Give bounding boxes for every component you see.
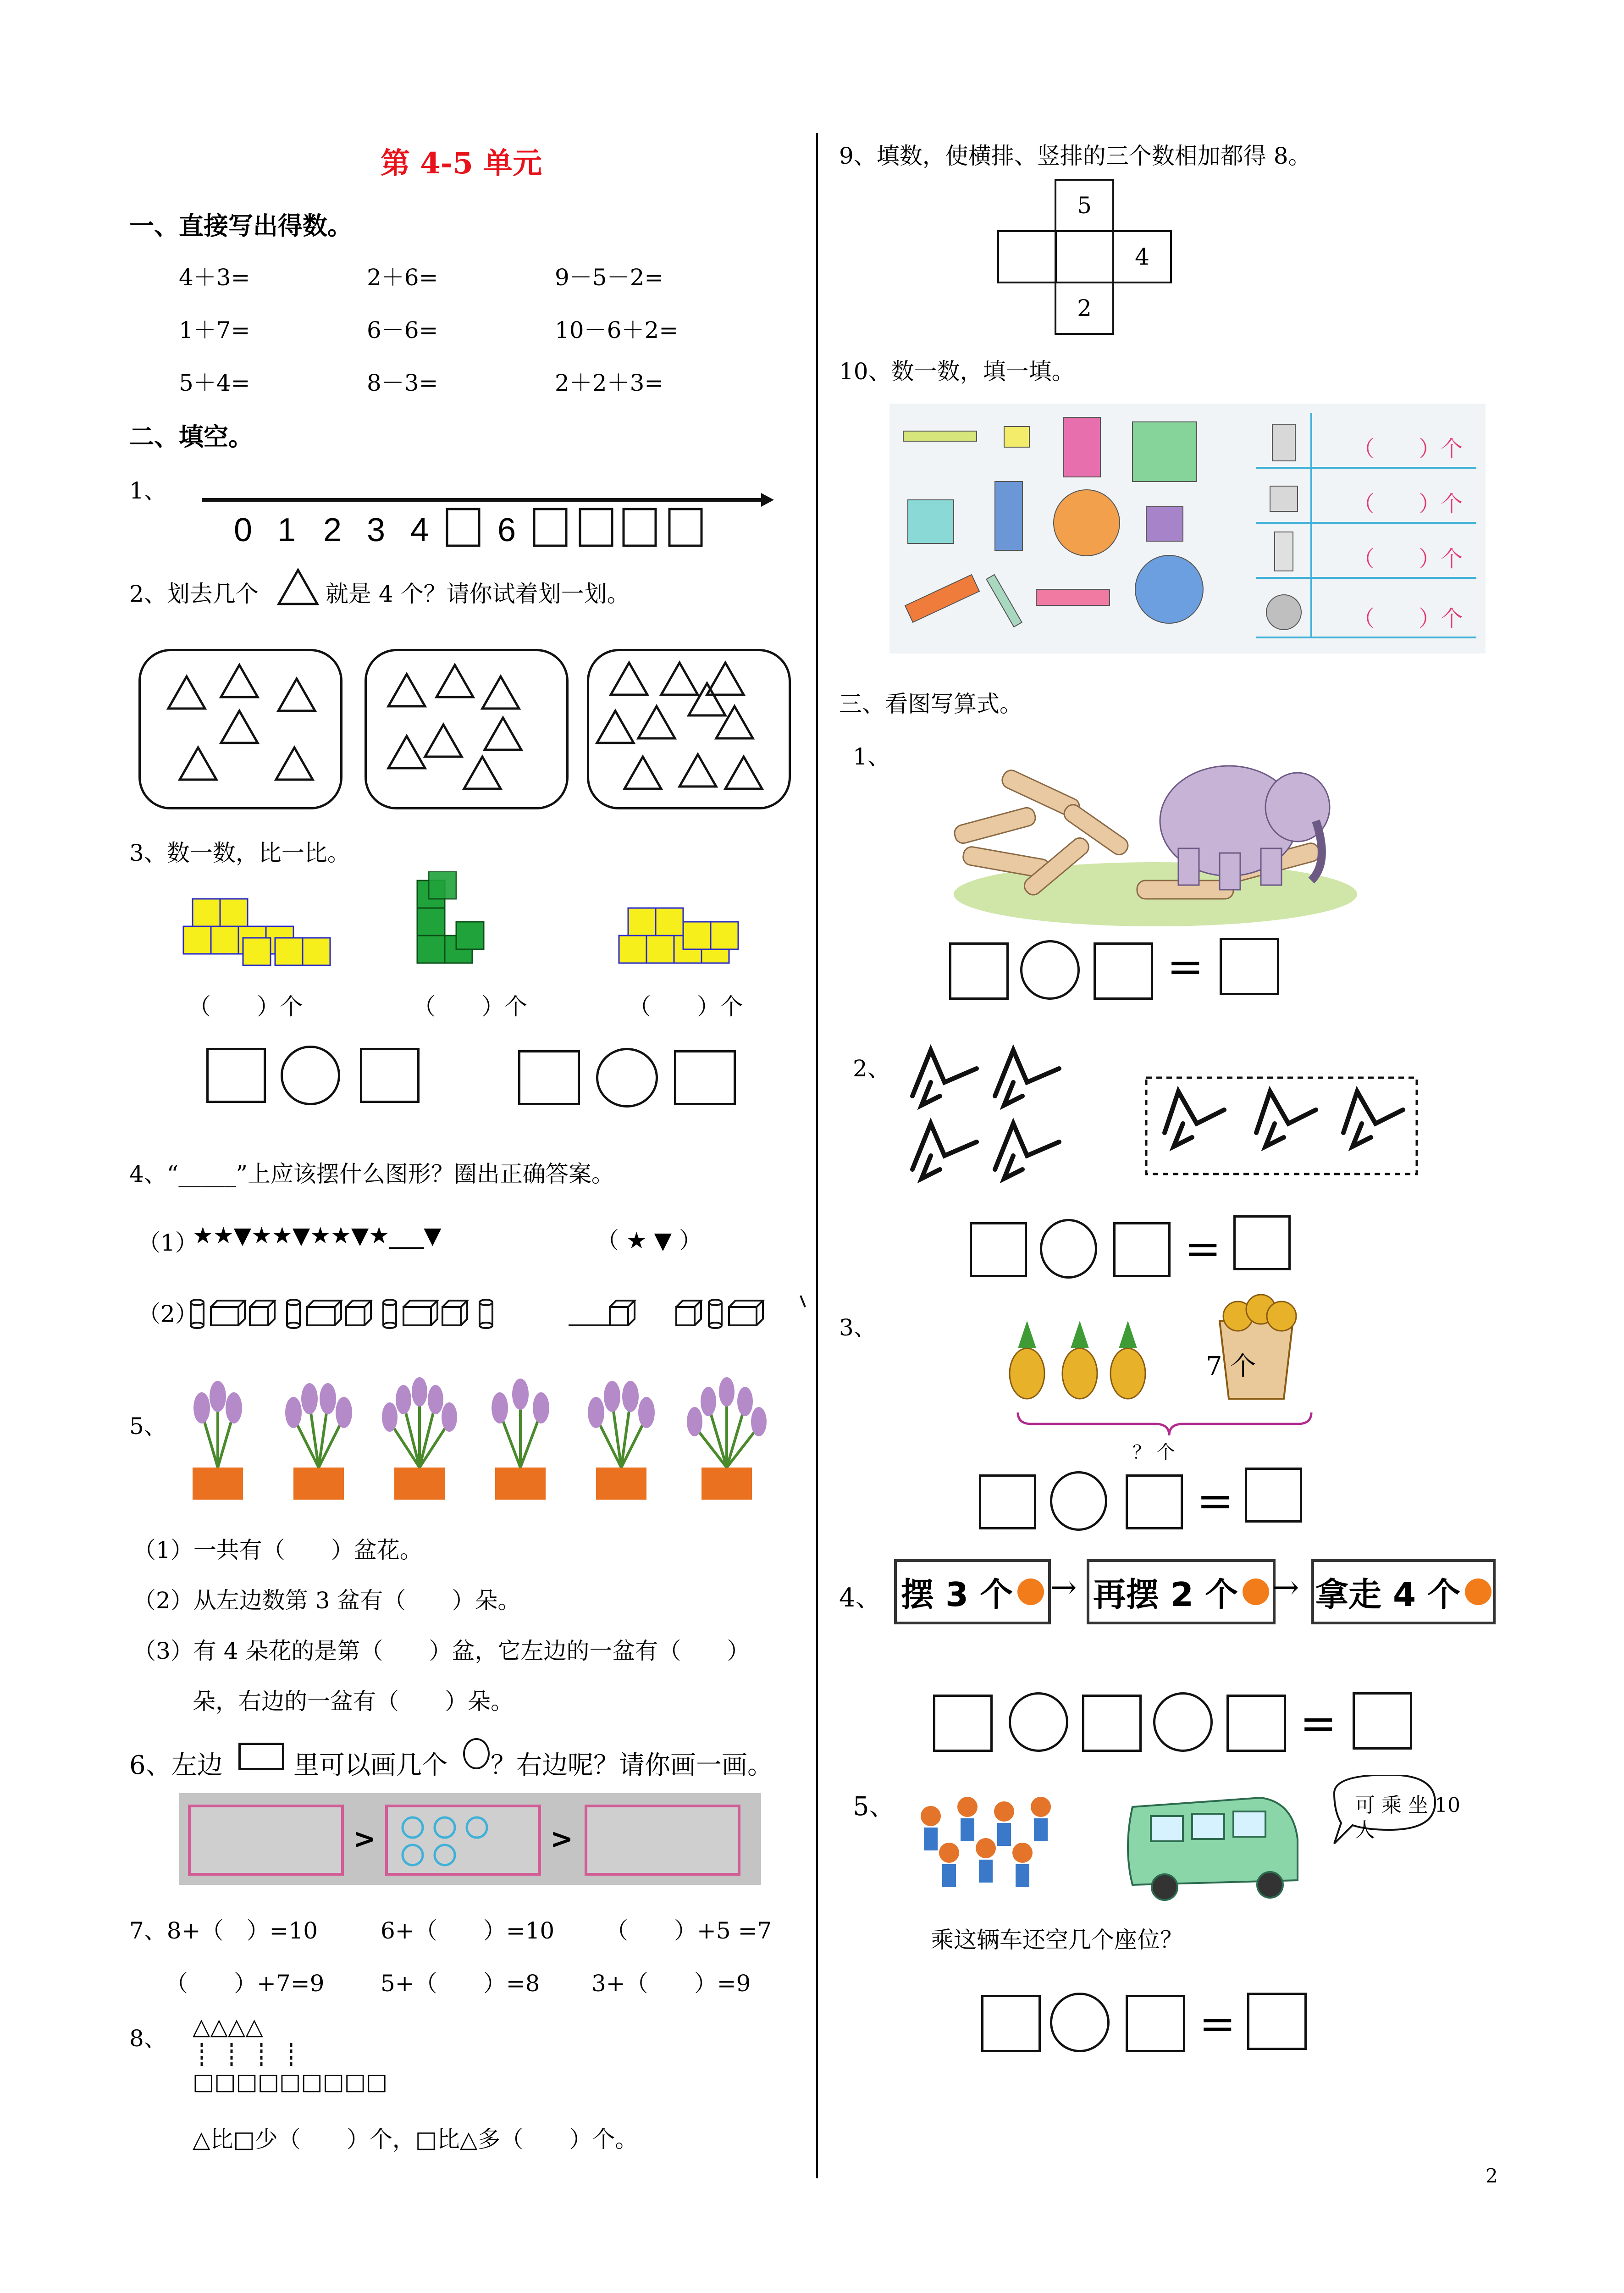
q7-item: （ ）+5 =7 — [605, 1917, 772, 1944]
basket-label: 7 个 — [1206, 1351, 1256, 1381]
answer-box[interactable] — [981, 1995, 1041, 2052]
answer-box[interactable] — [1226, 1695, 1286, 1752]
q4-text: 4、“_____”上应该摆什么图形？圈出正确答案。 — [129, 1161, 614, 1187]
greater-than: > — [353, 1823, 376, 1855]
calc-item: 8－3= — [367, 370, 438, 396]
operator-circle[interactable] — [1153, 1692, 1213, 1752]
column-divider — [816, 133, 818, 2178]
tick-label: 4 — [410, 512, 429, 548]
arrow-right-icon: → — [1272, 1568, 1299, 1606]
answer-box[interactable] — [1245, 1468, 1302, 1523]
q4-1-label: （1） — [138, 1230, 198, 1256]
q5-line: 朵，右边的一盆有（ ）朵。 — [193, 1688, 514, 1715]
q4-1-options[interactable]: （ ★ ▼ ） — [596, 1227, 702, 1254]
flow-step-label: 摆 3 个 — [900, 1575, 1013, 1614]
orange-dot-icon — [1243, 1579, 1269, 1605]
answer-box[interactable] — [518, 1050, 580, 1105]
triangle-icon — [275, 566, 321, 608]
flow-step-3 — [1311, 1559, 1496, 1624]
tick-label: 0 — [233, 512, 253, 548]
answer-box[interactable] — [1082, 1695, 1142, 1752]
total-question: ？ 个 — [1132, 1442, 1175, 1463]
q7-item: （ ）+7=9 — [165, 1970, 325, 1997]
answer-box[interactable] — [979, 1474, 1036, 1529]
q3-blank[interactable]: （ ）个 — [413, 993, 527, 1020]
q1-label: 1、 — [129, 477, 167, 504]
q6-text-a: 6、左边 — [129, 1750, 223, 1780]
orange-dot-icon — [1017, 1579, 1044, 1605]
calc-item: 2＋6= — [367, 264, 438, 291]
q6-text-b: 里可以画几个 — [293, 1750, 447, 1780]
q9-text: 9、填数，使横排、竖排的三个数相加都得 8。 — [839, 143, 1311, 169]
equals-sign: = — [1184, 1223, 1221, 1274]
flower-pots — [174, 1371, 802, 1509]
q5-line: （3）有 4 朵花的是第（ ）盆，它左边的一盆有（ ） — [133, 1638, 750, 1664]
q7-item: 6+（ ）=10 — [381, 1917, 555, 1944]
operator-circle[interactable] — [1009, 1692, 1068, 1752]
q8-squares: □□□□□□□□□ — [193, 2068, 388, 2095]
solid-sequence — [188, 1293, 812, 1339]
number-line — [193, 472, 775, 555]
operator-circle[interactable] — [1050, 1993, 1110, 2052]
left-frame[interactable] — [188, 1805, 344, 1876]
grid-cell-right[interactable]: 4 — [1112, 230, 1172, 283]
calc-item: 4＋3= — [179, 264, 250, 291]
calc-item: 5＋4= — [179, 370, 250, 396]
q7-item: 7、8+（ ）=10 — [129, 1917, 318, 1944]
q7-item: 5+（ ）=8 — [381, 1970, 540, 1997]
flow-step-2 — [1087, 1559, 1276, 1624]
s3-label: 4、 — [839, 1583, 881, 1613]
grid-cell-center[interactable] — [1055, 230, 1114, 283]
q8-triangles: △△△△ — [193, 2013, 263, 2040]
tick-label: 6 — [497, 512, 516, 548]
blank-box — [447, 509, 479, 546]
greater-than: > — [550, 1823, 574, 1855]
answer-box[interactable] — [949, 942, 1009, 1000]
page-number: 2 — [1486, 2165, 1498, 2187]
calc-item: 10－6＋2= — [555, 317, 679, 343]
arrow-right-icon: → — [1050, 1568, 1077, 1606]
triangles-drawing — [138, 649, 787, 805]
tick-label: 3 — [366, 512, 386, 548]
rectangle-icon — [238, 1743, 284, 1770]
count-blank[interactable]: （ ）个 — [1353, 436, 1463, 462]
equals-sign: = — [1197, 1475, 1234, 1527]
blank-box — [534, 509, 566, 546]
s3-label: 1、 — [853, 743, 890, 770]
q4-2-label: （2） — [138, 1301, 198, 1327]
calc-item: 1＋7= — [179, 317, 250, 343]
answer-box[interactable] — [1126, 1995, 1185, 2052]
s3-label: 5、 — [853, 1792, 895, 1822]
cube-figures — [179, 871, 766, 981]
flow-step-1 — [894, 1559, 1051, 1624]
section-2-heading: 二、填空。 — [129, 422, 253, 451]
dashed-connectors — [193, 2041, 330, 2068]
birds-image — [903, 1041, 1431, 1188]
q7-item: 3+（ ）=9 — [591, 1970, 751, 1997]
count-blank[interactable]: （ ）个 — [1353, 606, 1463, 631]
right-frame[interactable] — [585, 1805, 740, 1876]
answer-box[interactable] — [674, 1050, 736, 1105]
calc-item: 6－6= — [367, 317, 438, 343]
blank-box — [624, 509, 656, 546]
answer-box[interactable] — [1233, 1215, 1291, 1270]
q4-1-sequence: ★★▼★★▼★★▼★___▼ — [193, 1222, 442, 1249]
answer-box[interactable] — [1094, 942, 1153, 1000]
flow-step-label: 拿走 4 个 — [1315, 1575, 1461, 1614]
blank-box — [580, 509, 612, 546]
q3-blank[interactable]: （ ）个 — [628, 993, 743, 1020]
calc-item: 9－5－2= — [555, 264, 664, 291]
answer-box[interactable] — [360, 1048, 420, 1103]
answer-box[interactable] — [1247, 1993, 1307, 2050]
count-blank[interactable]: （ ）个 — [1353, 491, 1463, 517]
circle-icon — [463, 1738, 490, 1769]
operator-circle[interactable] — [1020, 940, 1080, 1000]
equals-sign: = — [1300, 1698, 1337, 1749]
q3-blank[interactable]: （ ）个 — [188, 993, 303, 1020]
tick-label: 2 — [323, 512, 342, 548]
q10-text: 10、数一数，填一填。 — [839, 358, 1075, 385]
calc-item: 2＋2＋3= — [555, 370, 664, 396]
flow-step-label: 再摆 2 个 — [1093, 1575, 1238, 1614]
orange-dot-icon — [1465, 1579, 1491, 1605]
operator-circle[interactable] — [281, 1046, 340, 1105]
section-3-heading: 三、看图写算式。 — [839, 691, 1022, 717]
q2-text-b: 就是 4 个？请你试着划一划。 — [326, 581, 630, 607]
page-title: 第 4-5 单元 — [381, 146, 542, 181]
operator-circle[interactable] — [1050, 1471, 1107, 1531]
q8-question: △比□少（ ）个，□比△多（ ）个。 — [193, 2126, 638, 2153]
q5-line: （1）一共有（ ）盆花。 — [133, 1537, 423, 1563]
q8-label: 8、 — [129, 2025, 167, 2052]
answer-box[interactable] — [206, 1048, 266, 1103]
equals-sign: = — [1199, 1998, 1236, 2049]
solids-drawing — [899, 408, 1256, 647]
answer-box[interactable] — [1353, 1692, 1412, 1750]
s3-label: 2、 — [853, 1055, 890, 1082]
blank-box — [669, 509, 702, 546]
grid-cell-top[interactable]: 5 — [1055, 179, 1114, 232]
answer-box[interactable] — [1220, 938, 1279, 995]
circles-drawing — [385, 1805, 541, 1876]
q6-text-c: ？右边呢？请你画一画。 — [491, 1750, 773, 1780]
q2-text-a: 2、划去几个 — [129, 581, 259, 607]
answer-box[interactable] — [933, 1695, 993, 1752]
grid-cell-bottom[interactable]: 2 — [1055, 282, 1114, 335]
grid-cell-left[interactable] — [997, 230, 1057, 283]
count-blank[interactable]: （ ）个 — [1353, 546, 1463, 572]
elephant-logs-image — [945, 743, 1357, 931]
answer-box[interactable] — [1126, 1474, 1183, 1529]
equals-sign: = — [1167, 941, 1204, 992]
operator-circle[interactable] — [596, 1048, 658, 1108]
tick-label: 1 — [277, 512, 296, 548]
q5-line: （2）从左边数第 3 盆有（ ）朵。 — [133, 1587, 521, 1614]
speech-bubble-text: 可 乘 坐 10 人 — [1355, 1794, 1460, 1842]
bus-question: 乘这辆车还空几个座位？ — [931, 1927, 1183, 1953]
q5-label: 5、 — [129, 1413, 167, 1440]
pineapple-image — [981, 1266, 1320, 1463]
s3-label: 3、 — [839, 1314, 877, 1341]
q3-text: 3、数一数，比一比。 — [129, 840, 350, 866]
section-1-heading: 一、直接写出得数。 — [129, 211, 352, 240]
